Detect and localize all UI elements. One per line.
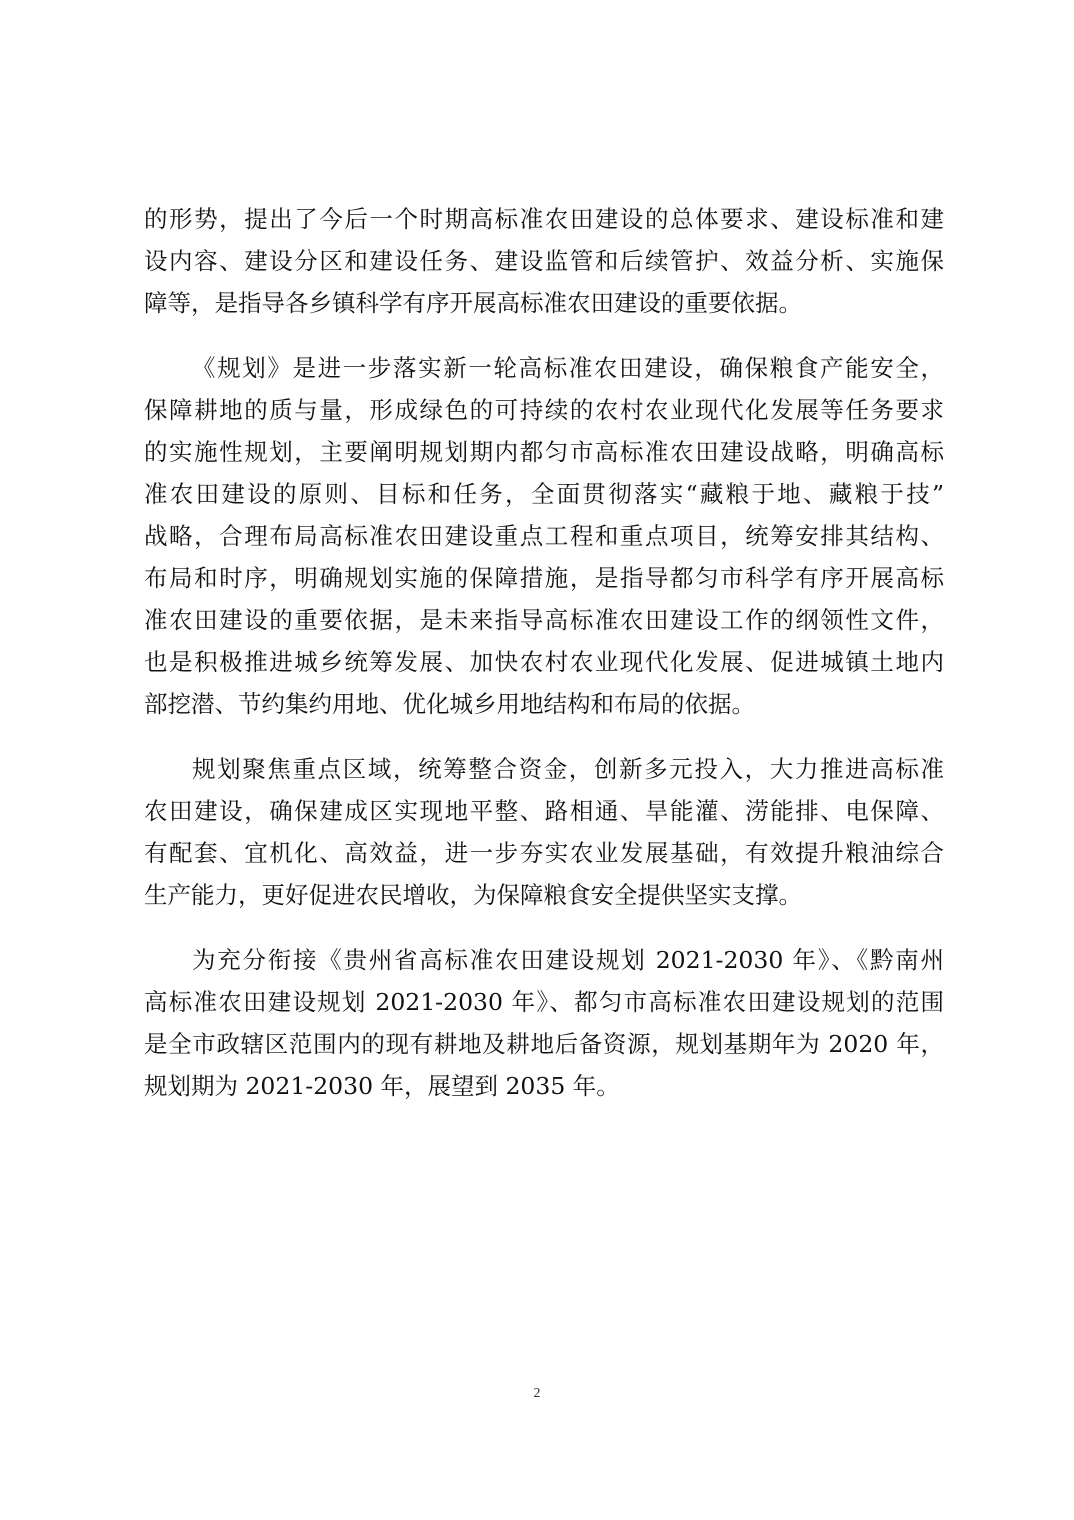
text-line: 的形势，提出了今后一个时期高标准农田建设的总体要求、建设标准和建 — [144, 205, 944, 233]
text-line: 农田建设，确保建成区实现地平整、路相通、旱能灌、涝能排、电保障、 — [144, 797, 944, 825]
text-line: 为充分衔接《贵州省高标准农田建设规划 2021-2030 年》、《黔南州 — [192, 946, 944, 974]
text-line: 障等，是指导各乡镇科学有序开展高标准农田建设的重要依据。 — [144, 289, 802, 317]
page-number: 2 — [533, 1386, 541, 1401]
text-line: 保障耕地的质与量，形成绿色的可持续的农村农业现代化发展等任务要求 — [144, 396, 944, 424]
text-line: 规划聚焦重点区域，统筹整合资金，创新多元投入，大力推进高标准 — [192, 755, 944, 783]
text-line: 《规划》是进一步落实新一轮高标准农田建设，确保粮食产能安全， — [192, 354, 944, 382]
text-line: 也是积极推进城乡统筹发展、加快农村农业现代化发展、促进城镇土地内 — [144, 648, 944, 676]
text-line: 生产能力，更好促进农民增收，为保障粮食安全提供坚实支撑。 — [144, 881, 802, 909]
text-line: 准农田建设的原则、目标和任务，全面贯彻落实“藏粮于地、藏粮于技” — [144, 480, 944, 508]
text-line: 是全市政辖区范围内的现有耕地及耕地后备资源，规划基期年为 2020 年， — [144, 1030, 944, 1058]
text-line: 部挖潜、节约集约用地、优化城乡用地结构和布局的依据。 — [144, 690, 755, 718]
text-line: 准农田建设的重要依据，是未来指导高标准农田建设工作的纲领性文件， — [144, 606, 944, 634]
text-line: 规划期为 2021-2030 年，展望到 2035 年。 — [144, 1072, 620, 1100]
text-line: 战略，合理布局高标准农田建设重点工程和重点项目，统筹安排其结构、 — [144, 522, 944, 550]
text-line: 布局和时序，明确规划实施的保障措施，是指导都匀市科学有序开展高标 — [144, 564, 944, 592]
text-line: 的实施性规划，主要阐明规划期内都匀市高标准农田建设战略，明确高标 — [144, 438, 944, 466]
text-line: 设内容、建设分区和建设任务、建设监管和后续管护、效益分析、实施保 — [144, 247, 944, 275]
text-line: 有配套、宜机化、高效益，进一步夯实农业发展基础，有效提升粮油综合 — [144, 839, 944, 867]
text-line: 高标准农田建设规划 2021-2030 年》、都匀市高标准农田建设规划的范围 — [144, 988, 944, 1016]
